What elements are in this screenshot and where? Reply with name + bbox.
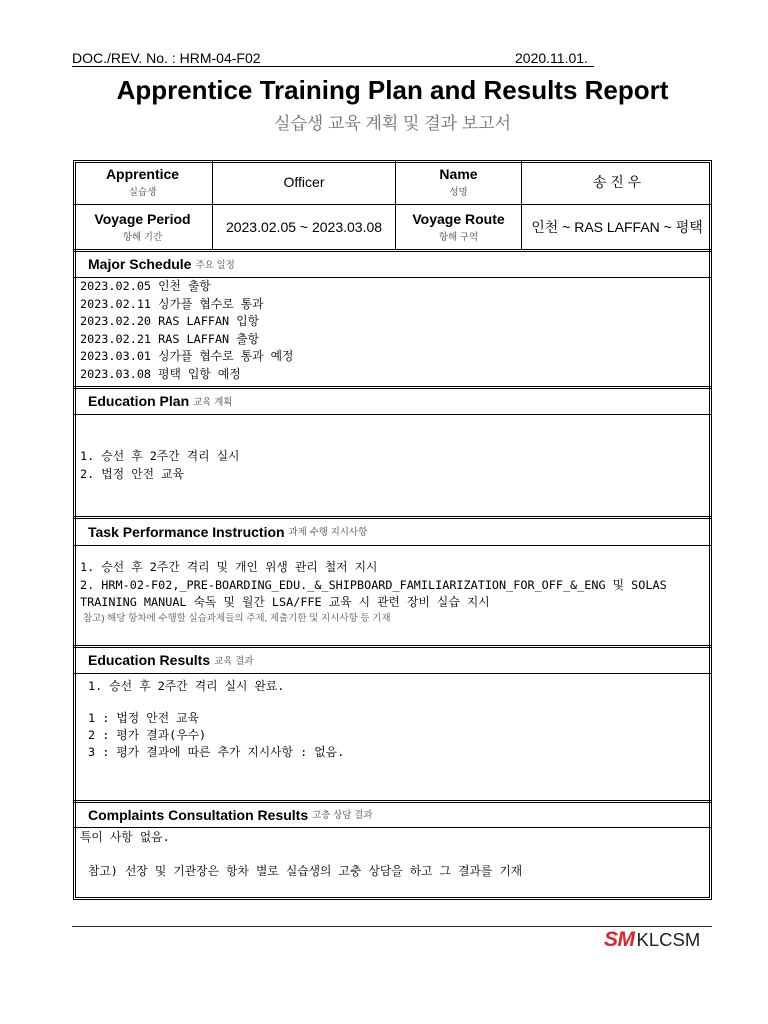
schedule-line: 2023.02.05 인천 출항 — [80, 279, 211, 293]
complaints-header — [73, 800, 712, 828]
major-schedule-header — [73, 249, 712, 278]
apprentice-label: Apprentice — [105, 165, 180, 182]
voyage-period-label: Voyage Period — [94, 210, 191, 227]
schedule-line: 2023.02.20 RAS LAFFAN 입항 — [80, 314, 260, 328]
task-instruction-line: 1. 승선 후 2주간 격리 및 개인 위생 관리 철저 지시 — [80, 560, 378, 574]
complaints-content — [73, 828, 712, 900]
education-plan-title-ko: 교육 계획 — [193, 396, 233, 408]
major-schedule-content — [73, 278, 712, 386]
education-plan-title: Education Plan — [88, 393, 190, 409]
voyage-period-label-ko: 항해 기간 — [122, 231, 163, 243]
info-row-apprentice — [73, 160, 712, 205]
task-instruction-note: 참고) 해당 항차에 수행할 실습과제들의 주제, 제출기한 및 지시사항 등 기재 — [83, 612, 391, 624]
voyage-route-label-cell — [396, 205, 522, 249]
apprentice-label-ko: 실습생 — [128, 186, 157, 198]
apprentice-value: Officer — [283, 174, 325, 190]
education-results-line: 1 : 법정 안전 교육 — [88, 710, 199, 725]
education-results-content — [73, 674, 712, 800]
header-divider — [72, 66, 594, 67]
info-row-voyage — [73, 205, 712, 249]
voyage-period-value: 2023.02.05 ~ 2023.03.08 — [225, 219, 383, 235]
blank-line — [80, 846, 702, 863]
blank-line — [80, 695, 702, 710]
task-instruction-content — [73, 546, 712, 645]
voyage-period-value-cell — [213, 205, 396, 249]
apprentice-value-cell — [213, 160, 396, 204]
education-results-line: 2 : 평가 결과(우수) — [88, 727, 207, 742]
education-plan-line: 2. 법정 안전 교육 — [80, 466, 184, 481]
complaints-result: 특이 사항 없음. — [80, 830, 170, 844]
logo-text: KLCSM — [636, 929, 701, 950]
name-value: 송 진 우 — [592, 174, 642, 190]
education-plan-content — [73, 415, 712, 516]
schedule-line: 2023.02.21 RAS LAFFAN 출항 — [80, 331, 260, 346]
voyage-route-value-cell — [522, 205, 712, 249]
schedule-line: 2023.02.11 싱가플 협수로 통과 — [80, 296, 264, 311]
voyage-period-label-cell — [73, 205, 213, 249]
report-subtitle: 실습생 교육 계획 및 결과 보고서 — [273, 114, 512, 133]
name-label-cell — [396, 160, 522, 204]
footer-divider — [72, 926, 712, 927]
task-instruction-title: Task Performance Instruction — [88, 523, 285, 540]
education-results-summary: 1. 승선 후 2주간 격리 실시 완료. — [88, 678, 285, 693]
voyage-route-label-ko: 항해 구역 — [438, 231, 479, 243]
company-logo — [604, 928, 700, 952]
logo-mark: SM — [604, 928, 635, 951]
doc-date: 2020.11.01. — [515, 50, 588, 66]
schedule-line: 2023.03.01 싱가플 협수로 통과 예정 — [80, 349, 294, 363]
major-schedule-title-ko: 주요 일정 — [195, 259, 235, 271]
complaints-title: Complaints Consultation Results — [88, 806, 309, 823]
education-results-line: 3 : 평가 결과에 따른 추가 지시사항 : 없음. — [88, 744, 345, 759]
apprentice-label-cell — [73, 160, 213, 204]
name-label-ko: 성명 — [449, 186, 468, 198]
doc-rev-number: DOC./REV. No. : HRM-04-F02 — [72, 50, 261, 66]
major-schedule-title: Major Schedule — [88, 256, 192, 272]
schedule-line: 2023.03.08 평택 입항 예정 — [80, 366, 241, 381]
education-results-header — [73, 645, 712, 674]
name-label: Name — [439, 165, 478, 182]
education-plan-header — [73, 386, 712, 415]
education-plan-line: 1. 승선 후 2주간 격리 실시 — [80, 449, 240, 463]
name-value-cell — [522, 160, 712, 204]
task-instruction-line: 2. HRM-02-F02,_PRE-BOARDING_EDU._&_SHIPBOARD_FAMILIARIZATION_FOR_OFF_&_ENG 및 SOLAS TRAINING MANUAL 숙독 및 월간 LSA/FFE 교육 시 관련 장비 실습 지시 — [80, 577, 667, 609]
task-instruction-header — [73, 516, 712, 546]
voyage-route-value: 인천 ~ RAS LAFFAN ~ 평택 — [531, 219, 703, 235]
voyage-route-label: Voyage Route — [412, 210, 505, 227]
complaints-title-ko: 고충 상담 결과 — [312, 810, 373, 821]
complaints-note: 참고) 선장 및 기관장은 항차 별로 실습생의 고충 상담을 하고 그 결과를 기재 — [88, 864, 523, 878]
task-instruction-title-ko: 과제 수행 지시사항 — [288, 527, 368, 538]
report-table — [73, 160, 712, 900]
education-results-title: Education Results — [88, 652, 211, 668]
report-title: Apprentice Training Plan and Results Report — [116, 75, 669, 105]
education-results-title-ko: 교육 결과 — [214, 655, 254, 667]
